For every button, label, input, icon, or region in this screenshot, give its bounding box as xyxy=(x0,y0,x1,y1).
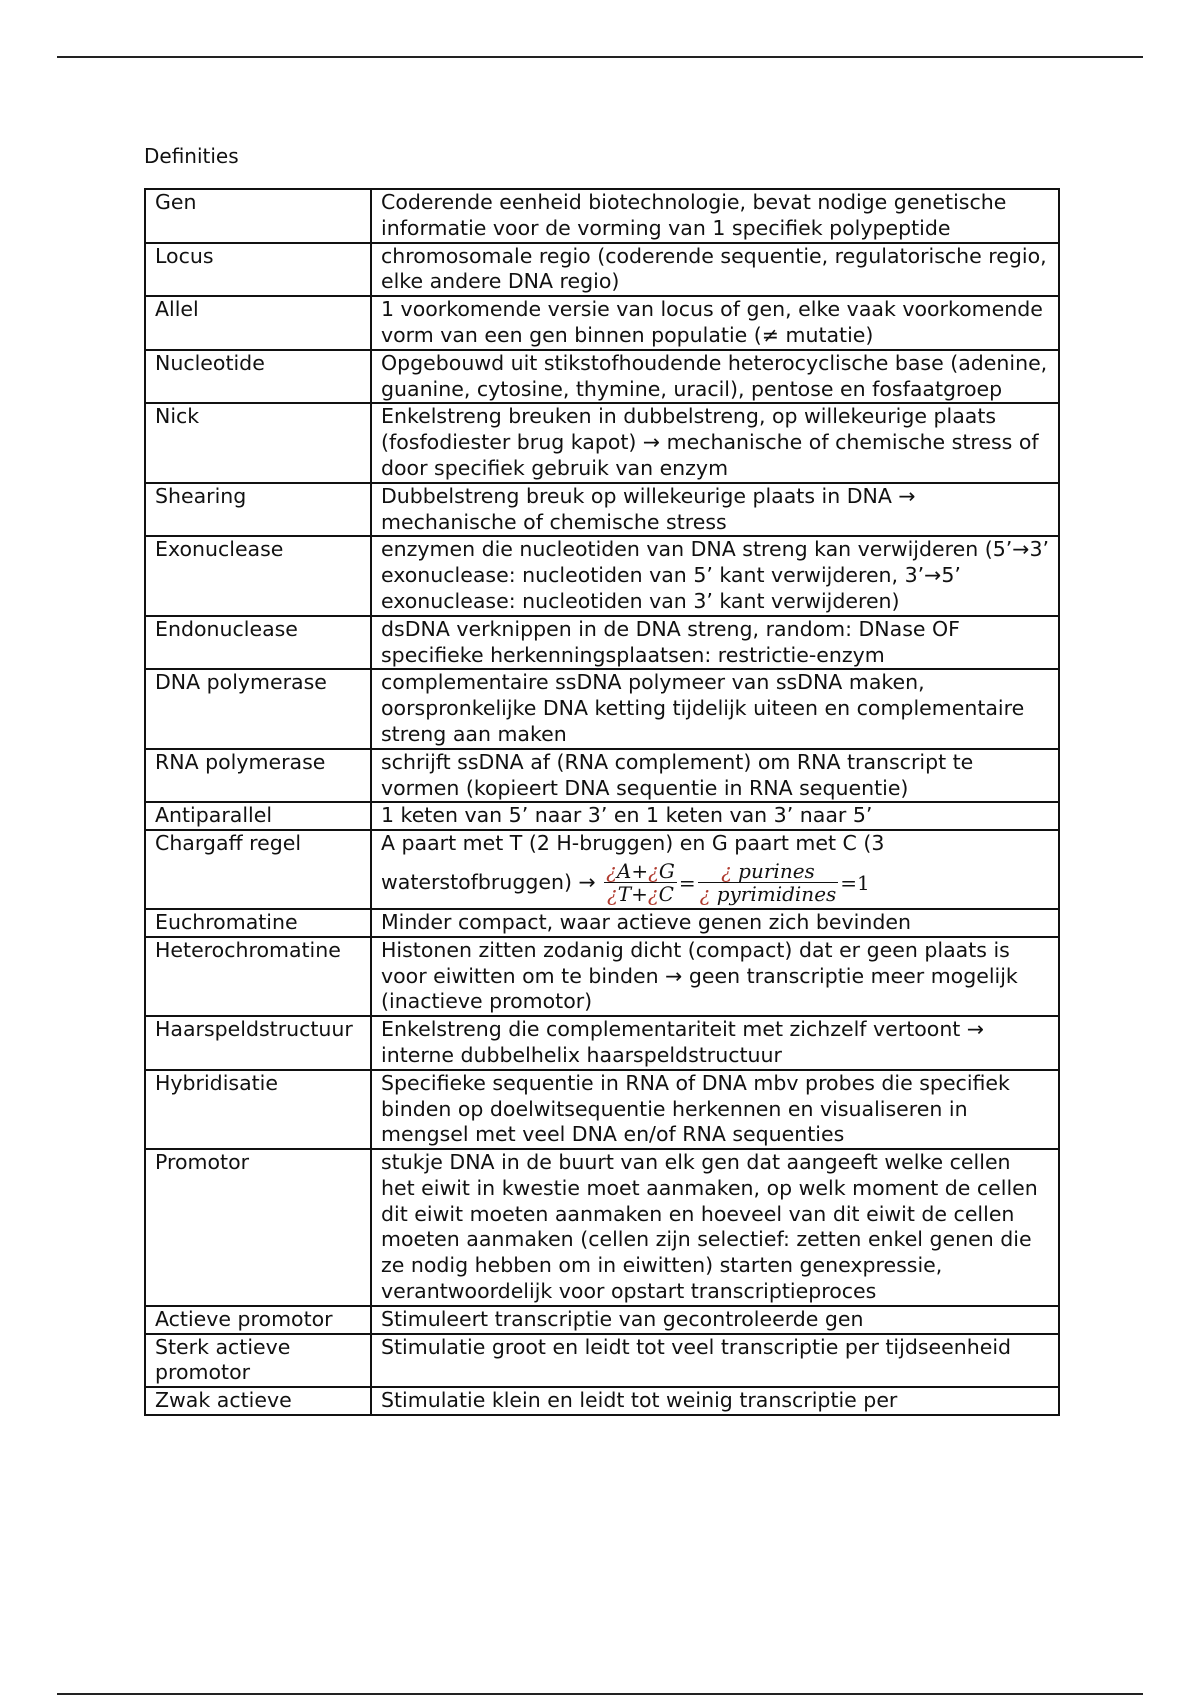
section-heading: Definities xyxy=(144,144,239,168)
term-cell: Hybridisatie xyxy=(145,1070,371,1149)
formula-term: C xyxy=(658,882,674,907)
table-row xyxy=(145,1149,1059,1306)
definition-cell: Minder compact, waar actieve genen zich bevinden xyxy=(371,909,1059,937)
formula-term: purines xyxy=(738,859,815,884)
term-cell: Zwak actieve xyxy=(145,1387,371,1415)
definition-cell: Stimuleert transcriptie van gecontroleerde gen xyxy=(371,1306,1059,1334)
formula-term: pyrimidines xyxy=(716,882,837,907)
term-cell: Promotor xyxy=(145,1149,371,1306)
definition-cell xyxy=(371,830,1059,909)
definition-cell: chromosomale regio (coderende sequentie, regulatorische regio, elke andere DNA regio) xyxy=(371,243,1059,297)
table-row xyxy=(145,536,1059,615)
formula-term: G xyxy=(658,859,675,884)
table-row xyxy=(145,1306,1059,1334)
term-cell: Nucleotide xyxy=(145,350,371,404)
definition-cell: Specifieke sequentie in RNA of DNA mbv probes die specifiek binden op doelwitsequentie herkennen en visualiseren in mengsel met veel DNA en/of RNA sequenties xyxy=(371,1070,1059,1149)
definition-cell: 1 voorkomende versie van locus of gen, elke vaak voorkomende vorm van een gen binnen populatie (≠ mutatie) xyxy=(371,296,1059,350)
definition-cell: complementaire ssDNA polymeer van ssDNA maken, oorspronkelijke DNA ketting tijdelijk uiteen en complementaire streng aan maken xyxy=(371,669,1059,748)
glyph-mark: ¿ xyxy=(648,859,659,884)
term-cell: Chargaff regel xyxy=(145,830,371,909)
table-row xyxy=(145,749,1059,803)
definition-line: A paart met T (2 H-bruggen) en G paart met C (3 xyxy=(381,831,885,856)
term-cell: Endonuclease xyxy=(145,616,371,670)
definition-cell: schrijft ssDNA af (RNA complement) om RNA transcript te vormen (kopieert DNA sequentie in RNA sequentie) xyxy=(371,749,1059,803)
table-row xyxy=(145,616,1059,670)
formula-term: T+ xyxy=(617,882,648,907)
fraction-numerator xyxy=(698,860,839,883)
term-cell: Exonuclease xyxy=(145,536,371,615)
formula-line xyxy=(381,857,1050,908)
fraction-denominator xyxy=(698,883,839,905)
table-row xyxy=(145,189,1059,243)
table-row xyxy=(145,937,1059,1016)
table-row xyxy=(145,1070,1059,1149)
glyph-mark: ¿ xyxy=(699,882,711,907)
equals-sign: = xyxy=(678,870,696,895)
header-rule xyxy=(57,56,1143,58)
purine-ratio-fraction xyxy=(698,860,839,905)
term-cell: Locus xyxy=(145,243,371,297)
formula-result: =1 xyxy=(840,870,870,895)
term-cell: Heterochromatine xyxy=(145,937,371,1016)
table-row xyxy=(145,830,1059,909)
table-row xyxy=(145,669,1059,748)
glyph-mark: ¿ xyxy=(721,859,732,884)
definition-cell: Coderende eenheid biotechnologie, bevat nodige genetische informatie voor de vorming van 1 specifiek polypeptide xyxy=(371,189,1059,243)
definition-cell: Opgebouwd uit stikstofhoudende heterocyclische base (adenine, guanine, cytosine, thymine, uracil), pentose en fosfaatgroep xyxy=(371,350,1059,404)
definition-cell: stukje DNA in de buurt van elk gen dat aangeeft welke cellen het eiwit in kwestie moet aanmaken, op welk moment de cellen dit eiwit moeten aanmaken en hoeveel van dit eiwit de cellen moeten aanmaken (cellen zijn selectief: zetten enkel genen die ze nodig hebben om in eiwitten) starten genexpressie, verantwoordelijk voor opstart transcriptieproces xyxy=(371,1149,1059,1306)
term-cell: RNA polymerase xyxy=(145,749,371,803)
definition-cell: 1 keten van 5’ naar 3’ en 1 keten van 3’ naar 5’ xyxy=(371,802,1059,830)
fraction-denominator xyxy=(604,883,677,905)
formula-term: A+ xyxy=(616,859,649,884)
table-row xyxy=(145,243,1059,297)
definition-cell: Histonen zitten zodanig dicht (compact) dat er geen plaats is voor eiwitten om te binden → geen transcriptie meer mogelijk (inactieve promotor) xyxy=(371,937,1059,1016)
definition-cell: enzymen die nucleotiden van DNA streng kan verwijderen (5’→3’ exonuclease: nucleotiden van 5’ kant verwijderen, 3’→5’ exonuclease: nucleotiden van 3’ kant verwijderen) xyxy=(371,536,1059,615)
term-cell: Actieve promotor xyxy=(145,1306,371,1334)
glyph-mark: ¿ xyxy=(647,882,659,907)
table-row xyxy=(145,483,1059,537)
term-cell: Antiparallel xyxy=(145,802,371,830)
term-cell: DNA polymerase xyxy=(145,669,371,748)
term-cell: Shearing xyxy=(145,483,371,537)
definition-cell: Enkelstreng breuken in dubbelstreng, op willekeurige plaats (fosfodiester brug kapot) → mechanische of chemische stress of door specifiek gebruik van enzym xyxy=(371,403,1059,482)
term-cell: Haarspeldstructuur xyxy=(145,1016,371,1070)
term-cell: Gen xyxy=(145,189,371,243)
fraction-numerator xyxy=(604,860,677,883)
table-row xyxy=(145,909,1059,937)
table-row xyxy=(145,350,1059,404)
term-cell: Sterk actieve promotor xyxy=(145,1334,371,1388)
table-row xyxy=(145,1016,1059,1070)
definition-cell: Stimulatie klein en leidt tot weinig transcriptie per xyxy=(371,1387,1059,1415)
table-row xyxy=(145,802,1059,830)
definitions-table xyxy=(144,188,1060,1416)
table-row xyxy=(145,296,1059,350)
term-cell: Allel xyxy=(145,296,371,350)
definition-line: waterstofbruggen) → xyxy=(381,869,596,894)
definition-cell: dsDNA verknippen in de DNA streng, random: DNase OF specifieke herkenningsplaatsen: restrictie-enzym xyxy=(371,616,1059,670)
table-row xyxy=(145,1334,1059,1388)
term-cell: Euchromatine xyxy=(145,909,371,937)
term-cell: Nick xyxy=(145,403,371,482)
table-row xyxy=(145,1387,1059,1415)
definition-cell: Dubbelstreng breuk op willekeurige plaats in DNA → mechanische of chemische stress xyxy=(371,483,1059,537)
footer-rule xyxy=(57,1693,1143,1695)
glyph-mark: ¿ xyxy=(606,859,617,884)
definition-cell: Enkelstreng die complementariteit met zichzelf vertoont → interne dubbelhelix haarspeldstructuur xyxy=(371,1016,1059,1070)
definition-cell: Stimulatie groot en leidt tot veel transcriptie per tijdseenheid xyxy=(371,1334,1059,1388)
table-row xyxy=(145,403,1059,482)
base-ratio-fraction xyxy=(604,860,677,905)
glyph-mark: ¿ xyxy=(607,882,618,907)
